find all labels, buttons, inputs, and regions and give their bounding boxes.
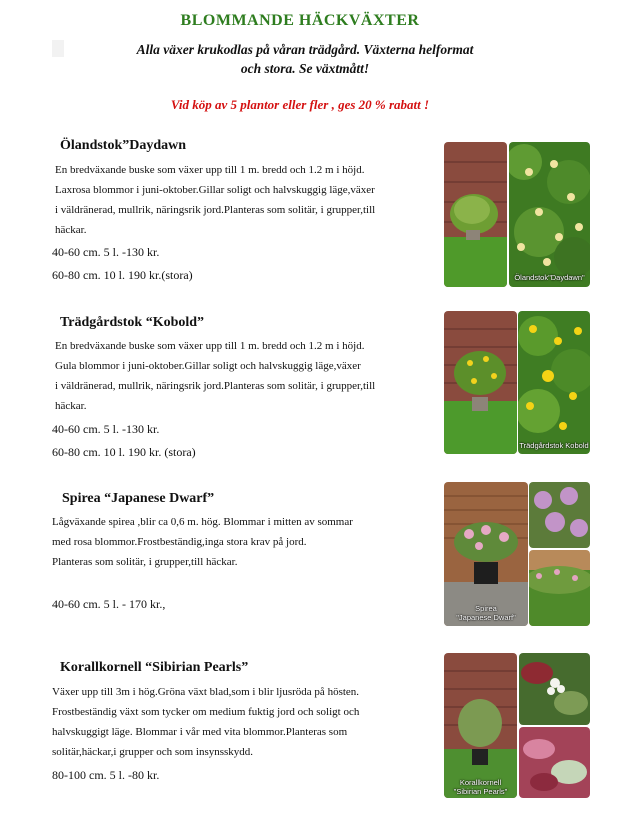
product-title-tradgardstok: Trädgårdstok “Kobold” xyxy=(60,315,205,330)
desc-line: Växer upp till 3m i hög.Gröna växt blad,som i blir ljusröda på hösten. xyxy=(52,686,360,698)
product-photo xyxy=(444,311,517,454)
photo-caption: Ölandstok"Daydawn" xyxy=(514,273,585,282)
discount-offer: Vid köp av 5 plantor eller fler , ges 20 % rabatt ! xyxy=(170,97,430,112)
caption-line: Korallkornell xyxy=(459,778,502,787)
product-photo xyxy=(444,142,507,287)
price-line: 60-80 cm. 10 l. 190 kr.(stora) xyxy=(52,268,193,282)
caption-line: Spirea xyxy=(475,604,497,613)
intro-line-2: och stora. Se växtmått! xyxy=(240,61,370,76)
product-description xyxy=(55,336,420,416)
product-title-olandstok: Ölandstok”Daydawn xyxy=(60,138,187,153)
price-line: 80-100 cm. 5 l. -80 kr. xyxy=(52,768,160,782)
desc-line: med rosa blommor.Frostbeständig,inga stora krav på jord. xyxy=(52,536,307,548)
flower-closeup-image xyxy=(509,142,590,287)
desc-line: Lågväxande spirea ,blir ca 0,6 m. hög. Blommar i mitten av sommar xyxy=(52,516,353,528)
desc-line: halvskuggigt läge. Blommar i vår med vita blommor.Planteras som xyxy=(52,726,348,738)
product-description xyxy=(52,682,417,762)
blank-box xyxy=(52,40,64,57)
product-photo xyxy=(444,653,517,798)
intro-text xyxy=(100,40,510,78)
intro-line-1: Alla växer krukodlas på våran trädgård. Växterna helformat xyxy=(136,42,474,57)
plant-photo-image xyxy=(444,653,517,798)
photo-caption: Trädgårdstok Kobold xyxy=(519,441,589,450)
autumn-leaves-image xyxy=(519,727,590,798)
product-description xyxy=(55,160,420,240)
price-line: 60-80 cm. 10 l. 190 kr. (stora) xyxy=(52,445,196,459)
desc-line: En bredväxande buske som växer upp till 1 m. bredd och 1.2 m i höjd. xyxy=(55,340,365,352)
plant-photo-image xyxy=(444,142,507,287)
caption-line: "Japanese Dwarf" xyxy=(456,613,516,622)
hedge-photo-image xyxy=(529,550,590,626)
desc-line: i väldränerad, mullrik, näringsrik jord.Planteras som solitär, i grupper,till xyxy=(55,380,376,392)
caption-line: "Sibirian Pearls" xyxy=(453,787,508,796)
price-line: 40-60 cm. 5 l. - 170 kr., xyxy=(52,597,166,611)
product-photo xyxy=(509,142,590,287)
product-title-korallkornell: Korallkornell “Sibirian Pearls” xyxy=(60,660,249,675)
desc-line: Frostbeständig växt som tycker om medium fuktig jord och soligt och xyxy=(52,706,360,718)
flower-closeup-image xyxy=(529,482,590,548)
page-title: BLOMMANDE HÄCKVÄXTER xyxy=(180,12,420,29)
price-line: 40-60 cm. 5 l. -130 kr. xyxy=(52,245,160,259)
desc-line: Laxrosa blommor i juni-oktober.Gillar soligt och halvskuggig läge,växer xyxy=(55,184,375,196)
photo-caption xyxy=(444,778,517,796)
product-photo xyxy=(519,653,590,725)
desc-line: En bredväxande buske som växer upp till 1 m. bredd och 1.2 m i höjd. xyxy=(55,164,365,176)
flower-closeup-image xyxy=(519,653,590,725)
price-line: 40-60 cm. 5 l. -130 kr. xyxy=(52,422,160,436)
desc-line: häckar. xyxy=(55,224,87,236)
product-photo xyxy=(519,727,590,798)
plant-photo-image xyxy=(444,311,517,454)
desc-line: Gula blommor i juni-oktober.Gillar soligt och halvskuggig läge,växer xyxy=(55,360,361,372)
product-photo xyxy=(518,311,590,454)
photo-caption xyxy=(444,604,528,622)
desc-line: Planteras som solitär, i grupper,till häckar. xyxy=(52,556,238,568)
product-title-spirea: Spirea “Japanese Dwarf” xyxy=(62,491,215,506)
desc-line: i väldränerad, mullrik, näringsrik jord.Planteras som solitär, i grupper,till xyxy=(55,204,376,216)
product-photo xyxy=(444,482,528,626)
product-description xyxy=(52,512,417,572)
desc-line: solitär,häckar,i grupper och som insynsskydd. xyxy=(52,746,254,758)
product-photo xyxy=(529,550,590,626)
flower-closeup-image xyxy=(518,311,590,454)
product-photo xyxy=(529,482,590,548)
desc-line: häckar. xyxy=(55,400,87,412)
